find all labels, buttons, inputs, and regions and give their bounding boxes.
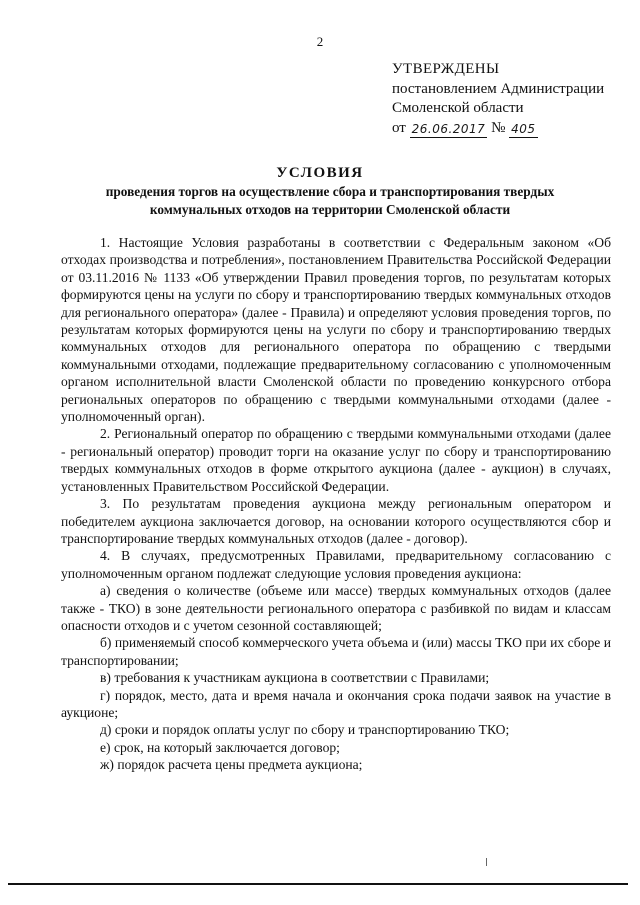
list-item-zh: ж) порядок расчета цены предмета аукциона; [100,757,363,773]
paragraph-4: 4. В случаях, предусмотренных Правилами, предварительному согласованию с уполномоченным органом подлежат следующие условия проведения аукциона: [61,548,611,581]
list-item-a: а) сведения о количестве (объеме или массе) твердых коммунальных отходов (далее также - ТКО) в зоне деятельности регионального оператора с разбивкой по видам и классам опасности отходов и с учетом сезонной составляющей; [61,583,611,633]
list-item-b: б) применяемый способ коммерческого учета объема и (или) массы ТКО при их сборе и транспортировании; [61,635,611,668]
paragraph-3: 3. По результатам проведения аукциона между региональным оператором и победителем аукциона заключается договор, на основании которого осуществляются сбор и транспортирование твердых коммунальных отходов (далее - договор). [61,496,611,546]
document-subtitle: проведения торгов на осуществление сбора и транспортирования твердых коммунальных отходов на территории Смоленской области [105,184,555,217]
document-body [61,234,611,774]
number-prefix: № [491,119,506,136]
list-item-v: в) требования к участникам аукциона в соответствии с Правилами; [100,670,490,686]
date-prefix: от [392,119,406,136]
page-number: 2 [316,34,324,49]
paragraph-2: 2. Региональный оператор по обращению с твердыми коммунальными отходами (далее - региональный оператор) проводит торги на оказание услуг по сбору и транспортированию твердых коммунальных отходов в форме открытого аукциона (далее - аукцион) в случаях, установленных Правительством Российской Федерации. [61,426,611,494]
list-item-d: д) сроки и порядок оплаты услуг по сбору и транспортированию ТКО; [100,722,510,738]
approval-header: УТВЕРЖДЕНЫ [392,61,500,77]
approval-line-1: постановлением Администрации [392,80,605,97]
handwritten-number: 405 [511,122,536,136]
paragraph-1: 1. Настоящие Условия разработаны в соответствии с Федеральным законом «Об отходах производства и потребления», постановлением Правительства Российской Федерации от 03.11.2016 № 1133 «Об утверждении Правил проведения торгов, по результатам которых формируются цены на услуги по сбору и транспортированию твердых коммунальных отходов для регионального оператора» (далее - Правила) и определяют условия проведения торгов, по результатам которых формируются цены на услуги по сбору и транспортированию твердых коммунальных отходов для регионального оператора по обращению с твердыми коммунальными отходами, подлежащие предварительному согласованию с уполномоченным органом исполнительной власти Смоленской области по проведению конкурсного отбора региональных операторов по обращению с твердыми коммунальными отходами (далее - уполномоченный орган). [61,235,611,425]
page-bottom-rule [8,883,628,885]
list-item-e: е) срок, на который заключается договор; [100,739,340,755]
approval-line-2: Смоленской области [392,100,524,116]
handwritten-date: 26.06.2017 [411,122,486,136]
approval-date-line [392,119,632,139]
scan-mark [486,858,487,866]
approval-block [392,60,632,138]
list-item-g: г) порядок, место, дата и время начала и окончания срока подачи заявок на участие в аукционе; [61,687,611,720]
document-title: УСЛОВИЯ [276,165,364,181]
